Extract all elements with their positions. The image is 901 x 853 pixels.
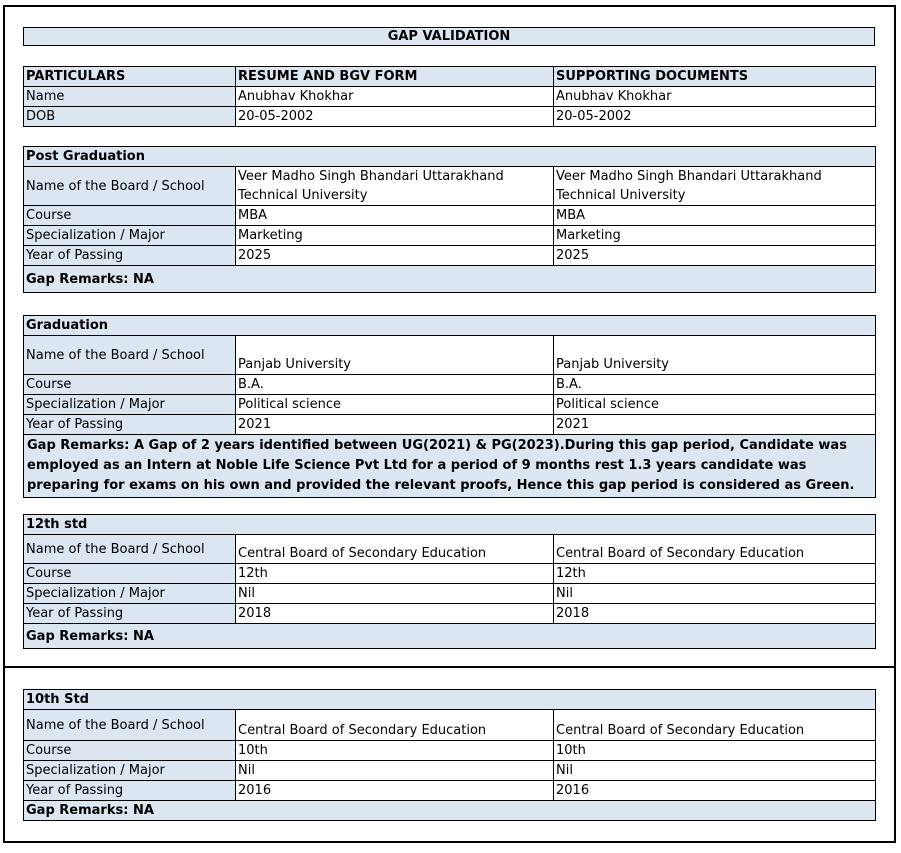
board-row xyxy=(24,535,876,564)
name-resume-value: Anubhav Khokhar xyxy=(236,87,554,107)
board-docs-value: Central Board of Secondary Education xyxy=(554,710,876,741)
course-row xyxy=(24,206,876,226)
tenth-table xyxy=(23,689,876,821)
course-docs-value: 10th xyxy=(554,741,876,761)
graduation-table xyxy=(23,315,876,498)
page-title: GAP VALIDATION xyxy=(23,27,875,46)
year-resume-value: 2021 xyxy=(236,415,554,435)
post-graduation-section xyxy=(23,146,875,293)
specialization-row xyxy=(24,226,876,246)
course-resume-value: MBA xyxy=(236,206,554,226)
year-row xyxy=(24,415,876,435)
personal-table xyxy=(23,66,876,127)
course-docs-value: B.A. xyxy=(554,375,876,395)
course-label: Course xyxy=(24,741,236,761)
year-label: Year of Passing xyxy=(24,781,236,801)
year-resume-value: 2018 xyxy=(236,604,554,624)
specialization-docs-value: Marketing xyxy=(554,226,876,246)
board-row xyxy=(24,336,876,375)
course-row xyxy=(24,564,876,584)
course-resume-value: B.A. xyxy=(236,375,554,395)
dob-row xyxy=(24,107,876,127)
specialization-docs-value: Nil xyxy=(554,584,876,604)
tenth-section xyxy=(23,689,875,821)
twelfth-table xyxy=(23,514,876,649)
board-label: Name of the Board / School xyxy=(24,336,236,375)
board-resume-value: Central Board of Secondary Education xyxy=(236,710,554,741)
course-resume-value: 12th xyxy=(236,564,554,584)
section-heading: 10th Std xyxy=(24,690,876,710)
specialization-docs-value: Political science xyxy=(554,395,876,415)
board-resume-value: Veer Madho Singh Bhandari Uttarakhand Technical University xyxy=(236,167,554,206)
year-label: Year of Passing xyxy=(24,246,236,266)
course-docs-value: 12th xyxy=(554,564,876,584)
course-docs-value: MBA xyxy=(554,206,876,226)
course-label: Course xyxy=(24,206,236,226)
board-label: Name of the Board / School xyxy=(24,535,236,564)
specialization-resume-value: Nil xyxy=(236,584,554,604)
board-label: Name of the Board / School xyxy=(24,710,236,741)
gap-remarks: Gap Remarks: NA xyxy=(24,624,876,649)
board-docs-value: Veer Madho Singh Bhandari Uttarakhand Technical University xyxy=(554,167,876,206)
specialization-row xyxy=(24,584,876,604)
gap-remarks: Gap Remarks: NA xyxy=(24,266,876,293)
dob-resume-value: 20-05-2002 xyxy=(236,107,554,127)
year-row xyxy=(24,781,876,801)
specialization-row xyxy=(24,395,876,415)
board-row xyxy=(24,167,876,206)
specialization-label: Specialization / Major xyxy=(24,395,236,415)
course-label: Course xyxy=(24,564,236,584)
year-label: Year of Passing xyxy=(24,604,236,624)
year-docs-value: 2018 xyxy=(554,604,876,624)
twelfth-section xyxy=(23,514,875,649)
particulars-header: PARTICULARS xyxy=(24,67,236,87)
specialization-resume-value: Marketing xyxy=(236,226,554,246)
specialization-label: Specialization / Major xyxy=(24,584,236,604)
course-label: Course xyxy=(24,375,236,395)
board-label: Name of the Board / School xyxy=(24,167,236,206)
dob-label: DOB xyxy=(24,107,236,127)
specialization-resume-value: Nil xyxy=(236,761,554,781)
specialization-label: Specialization / Major xyxy=(24,761,236,781)
board-docs-value: Central Board of Secondary Education xyxy=(554,535,876,564)
course-resume-value: 10th xyxy=(236,741,554,761)
board-resume-value: Panjab University xyxy=(236,336,554,375)
year-label: Year of Passing xyxy=(24,415,236,435)
specialization-row xyxy=(24,761,876,781)
gap-remarks: Gap Remarks: A Gap of 2 years identified between UG(2021) & PG(2023).During this gap period, Candidate was employed as an Intern at Noble Life Science Pvt Ltd for a period of 9 months rest 1.3 years candidate was preparing for exams on his own and provided the relevant proofs, Hence this gap period is considered as Green. xyxy=(24,435,876,498)
year-docs-value: 2016 xyxy=(554,781,876,801)
specialization-resume-value: Political science xyxy=(236,395,554,415)
board-resume-value: Central Board of Secondary Education xyxy=(236,535,554,564)
year-docs-value: 2021 xyxy=(554,415,876,435)
section-heading: Post Graduation xyxy=(24,147,876,167)
section-heading: Graduation xyxy=(24,316,876,336)
header-row xyxy=(24,67,876,87)
year-resume-value: 2025 xyxy=(236,246,554,266)
name-label: Name xyxy=(24,87,236,107)
year-docs-value: 2025 xyxy=(554,246,876,266)
graduation-section xyxy=(23,315,875,498)
name-docs-value: Anubhav Khokhar xyxy=(554,87,876,107)
gap-remarks: Gap Remarks: NA xyxy=(24,801,876,821)
personal-section xyxy=(23,66,875,127)
supporting-header: SUPPORTING DOCUMENTS xyxy=(554,67,876,87)
dob-docs-value: 20-05-2002 xyxy=(554,107,876,127)
board-row xyxy=(24,710,876,741)
post-graduation-table xyxy=(23,146,876,293)
year-row xyxy=(24,604,876,624)
board-docs-value: Panjab University xyxy=(554,336,876,375)
year-resume-value: 2016 xyxy=(236,781,554,801)
section-heading: 12th std xyxy=(24,515,876,535)
year-row xyxy=(24,246,876,266)
course-row xyxy=(24,375,876,395)
specialization-docs-value: Nil xyxy=(554,761,876,781)
specialization-label: Specialization / Major xyxy=(24,226,236,246)
resume-header: RESUME AND BGV FORM xyxy=(236,67,554,87)
course-row xyxy=(24,741,876,761)
name-row xyxy=(24,87,876,107)
